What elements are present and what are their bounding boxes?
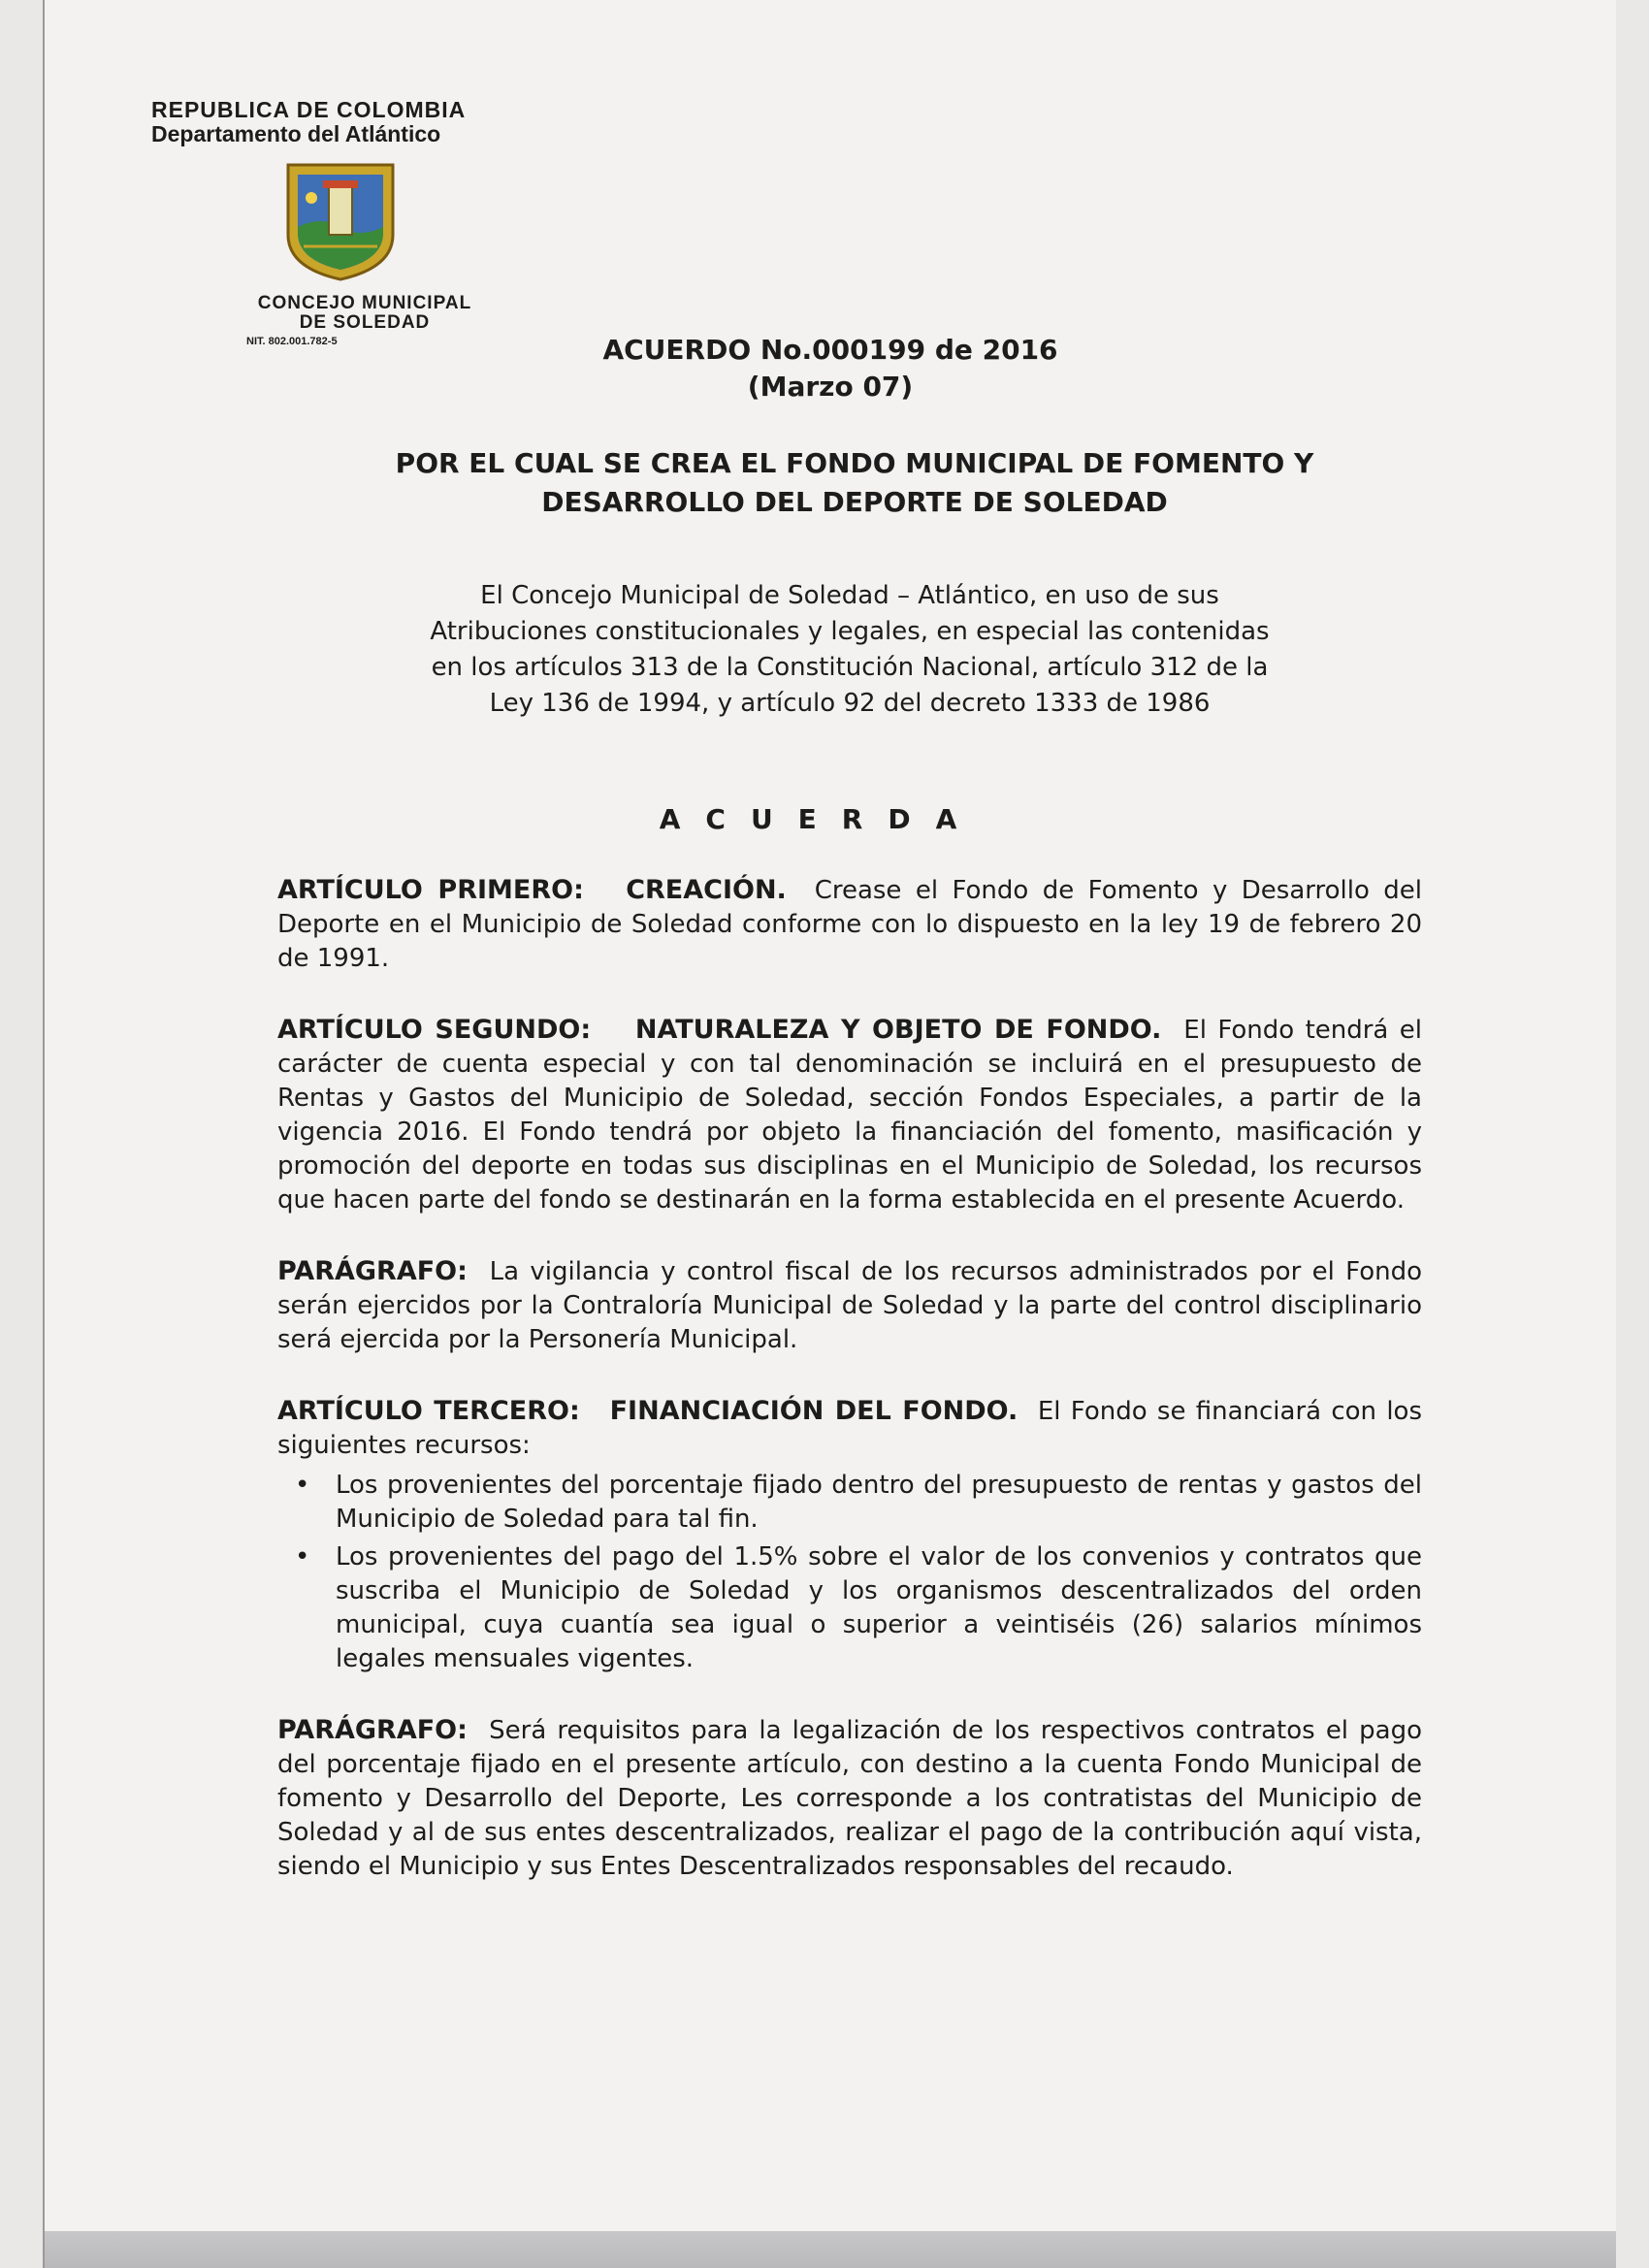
paragrafo-2 <box>277 1713 1422 1884</box>
council-name-line2: DE SOLEDAD <box>299 312 431 333</box>
article-text: El Fondo tendrá el carácter de cuenta especial y con tal denominación se incluirá en el presupuesto de Rentas y Gastos del Municipio de Soledad, sección Fondos Especiales, a partir de la vigencia 2016. El Fondo tendrá por objeto la financiación del fomento, masificación y promoción del deporte en todas sus disciplinas en el Municipio de Soledad, los recursos que hacen parte del fondo se destinarán en la forma establecida en el presente Acuerdo. <box>277 1016 1423 1215</box>
article-title: NATURALEZA Y OBJETO DE FONDO. <box>634 1015 1162 1045</box>
document-title: ACUERDO No.000199 de 2016 <box>602 334 1058 366</box>
municipal-seal-icon <box>282 159 399 287</box>
preamble-line: El Concejo Municipal de Soledad – Atlántico, en uso de sus <box>480 581 1219 610</box>
preamble-line: Ley 136 de 1994, y artículo 92 del decreto 1333 de 1986 <box>489 689 1211 718</box>
department-name: Departamento del Atlántico <box>151 121 441 146</box>
article-text: El Fondo se financiará con los siguientes recursos: <box>277 1397 1422 1460</box>
subject-line-2: DESARROLLO DEL DEPORTE DE SOLEDAD <box>541 486 1168 518</box>
preamble <box>365 578 1335 722</box>
council-name-line1: CONCEJO MUNICIPAL <box>257 293 472 313</box>
document-title-block <box>539 332 1121 405</box>
article-title: CREACIÓN. <box>626 875 787 905</box>
republic-name: REPUBLICA DE COLOMBIA <box>151 97 467 122</box>
article-text: Crease el Fondo de Fomento y Desarrollo del Deporte en el Municipio de Soledad conforme con lo dispuesto en la ley 19 de febrero 20 de 1991. <box>277 876 1423 973</box>
list-item: • Los provenientes del porcentaje fijado dentro del presupuesto de rentas y gastos del Municipio de Soledad para tal fin. <box>336 1469 1422 1537</box>
acuerda-heading: ACUERDA <box>659 803 983 835</box>
funding-sources-list <box>277 1469 1422 1676</box>
paragrafo-text: Será requisitos para la legalización de los respectivos contratos el pago del porcentaje fijado en el presente artículo, con destino a la cuenta Fondo Municipal de fomento y Desarrollo del Deporte, Les corresponde a los contratistas del Municipio de Soledad y al de sus entes descentralizados, realizar el pago de la contribución aquí vista, siendo el Municipio y sus Entes Descentralizados responsables del recaudo. <box>277 1716 1422 1881</box>
council-nit: NIT. 802.001.782-5 <box>246 336 338 347</box>
preamble-line: Atribuciones constitucionales y legales, en especial las contenidas <box>430 617 1270 646</box>
document-subject <box>316 444 1393 522</box>
letterhead <box>151 97 588 147</box>
article-segundo <box>277 1013 1422 1217</box>
paragrafo-heading: PARÁGRAFO: <box>277 1715 468 1745</box>
subject-line-1: POR EL CUAL SE CREA EL FONDO MUNICIPAL DE FOMENTO Y <box>395 447 1314 479</box>
paragrafo-text: La vigilancia y control fiscal de los recursos administrados por el Fondo serán ejercidos por la Contraloría Municipal de Soledad y la parte del control disciplinario será ejercida por la Personería Municipal. <box>277 1257 1423 1354</box>
document-body <box>277 873 1422 1921</box>
article-heading: ARTÍCULO TERCERO: <box>277 1396 580 1426</box>
article-title: FINANCIACIÓN DEL FONDO. <box>609 1396 1018 1426</box>
document-date: (Marzo 07) <box>747 371 914 403</box>
list-item: • Los provenientes del pago del 1.5% sobre el valor de los convenios y contratos que suscriba el Municipio de Soledad y los organismos descentralizados del orden municipal, cuya cuantía sea igual o superior a veintiséis (26) salarios mínimos legales mensuales vigentes. <box>336 1540 1422 1676</box>
scan-bottom-edge <box>45 2231 1616 2268</box>
paragrafo-1 <box>277 1254 1422 1357</box>
article-primero <box>277 873 1422 976</box>
preamble-line: en los artículos 313 de la Constitución Nacional, artículo 312 de la <box>431 653 1269 682</box>
article-heading: ARTÍCULO PRIMERO: <box>277 875 584 905</box>
paragrafo-heading: PARÁGRAFO: <box>277 1256 468 1286</box>
council-block <box>200 293 530 347</box>
document-page <box>43 0 1616 2268</box>
article-heading: ARTÍCULO SEGUNDO: <box>277 1015 592 1045</box>
article-tercero <box>277 1394 1422 1463</box>
